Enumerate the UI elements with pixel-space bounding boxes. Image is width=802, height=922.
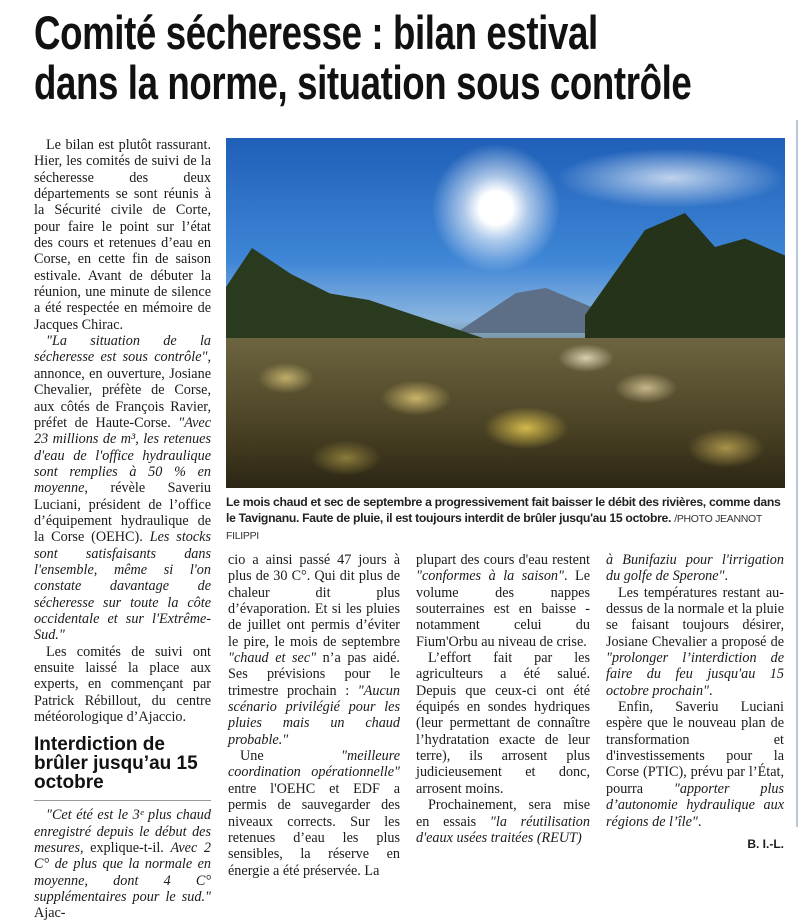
body-text: n’a pas aidé. Ses prévisions pour le trimestre prochain : [228, 650, 400, 699]
body-text: Une [240, 748, 341, 765]
photo-and-columns [226, 138, 792, 879]
body-text: . Le volume des nappes souterraines est en baisse - notamment celui du Fium'Orbu au niveau de crise. [416, 568, 590, 650]
article-column-2 [228, 552, 400, 879]
paragraph [606, 585, 784, 699]
paragraph [606, 699, 784, 830]
body-text: Enfin, Saveriu Luciani espère que le nouveau plan de transformation et d'investissements pour la Corse (PTIC), prévu par l’État, pourra [606, 699, 784, 797]
body-text: Ajac- [34, 905, 66, 922]
body-text: , révèle Saveriu Luciani, président de l’office d’équipement hydraulique de la Corse (OEHC). [34, 480, 211, 546]
article-column-4 [606, 552, 784, 879]
body-text: plupart des cours d'eau restent [416, 552, 590, 568]
body-text: Prochainement, sera mise en essais [416, 797, 590, 830]
quote-text: Avec 2 C° de plus que la normale en moyenne, dont 4 C° supplémentaires pour le sud." [34, 840, 211, 906]
quote-text: "Avec 23 millions de m³, les retenues d'eau de l'office hydraulique sont remplies à 50 % en moyenne [34, 414, 211, 497]
paragraph [34, 333, 211, 644]
page-edge [796, 120, 798, 827]
body-text: Les températures restant au-dessus de la normale et la pluie se faisant toujours désirer, Josiane Chevalier a proposé de [606, 584, 784, 650]
paragraph [416, 552, 590, 650]
paragraph [34, 137, 211, 333]
headline [34, 8, 736, 108]
caption-text: Le mois chaud et sec de septembre a progressivement fait baisser le débit des rivières, comme dans le Tavignanu. Faute de pluie, il est toujours interdit de brûler jusqu'au 15 octobre. [226, 495, 781, 525]
column-1-continued [34, 807, 211, 921]
body-text: . [709, 682, 713, 699]
lower-columns [226, 552, 792, 879]
paragraph [228, 552, 400, 748]
quote-text: "Cet été est le 3ᵉ plus chaud enregistré depuis le début des mesures [34, 807, 211, 857]
body-text: entre l'OEHC et EDF a permis de sauvegarder des niveaux corrects. Sur les retenues d’eau les plus sensibles, la réserve en énergie a été préservée. La [228, 780, 400, 879]
photo-caption [226, 494, 792, 544]
headline-line-1: Comité sécheresse : bilan estival [34, 6, 598, 59]
quote-text: à Bunifaziu pour l'irrigation du golfe de Sperone" [606, 552, 784, 585]
quote-text: "meilleure coordination opérationnelle" [228, 748, 400, 781]
quote-text: "La situation de la sécheresse est sous contrôle" [34, 333, 211, 366]
paragraph [34, 807, 211, 921]
quote-text: Les stocks sont satisfaisants dans l'ensemble, même si l'on constate davantage de sécheresse sur toute la côte occidentale et sur l'Extrême-Sud." [34, 529, 211, 644]
article-photo [226, 138, 785, 488]
body-text: . [697, 813, 702, 830]
headline-line-2: dans la norme, situation sous contrôle [34, 56, 692, 109]
subheading: Interdiction de brûler jusqu’au 15 octobre [34, 735, 211, 801]
article-column-1 [34, 137, 211, 922]
paragraph [416, 797, 590, 846]
quote-text: "prolonger l’interdiction de faire du feu jusqu'au 15 octobre prochain" [606, 650, 784, 699]
column-1-body [34, 137, 211, 725]
paragraph [606, 552, 784, 585]
body-text: L’effort fait par les agriculteurs a été salué. Depuis que ceux-ci ont été équipés en sondes hydriques (leur permettant de connaître l’hydratation exacte de leur terre), ils arrosent plus judicieusement et donc, arrosent moins. [416, 650, 590, 797]
quote-text: "Aucun scénario privilégié pour les pluies mais un chaud probable." [228, 682, 400, 748]
mountain [456, 283, 606, 333]
body-text: cio a ainsi passé 47 jours à plus de 30 C°. Qui dit plus de chaleur dit plus d’évaporation. Et si les pluies de juillet ont permis d’éviter le pire, le mois de septembre [228, 552, 400, 650]
body-text: Les comités de suivi ont ensuite laissé la place aux experts, en commençant par Patrick Rébillout, du centre météorologique d’Ajaccio. [34, 643, 211, 726]
body-text: , explique-t-il. [79, 840, 171, 857]
body-text: . [724, 568, 729, 585]
quote-text: "conformes à la saison" [416, 568, 564, 585]
article-column-3 [416, 552, 590, 879]
body-text: , annonce, en ouverture, Josiane Chevalier, préfète de Corse, aux côtés de François Ravier, préfet de Haute-Corse. [34, 349, 211, 431]
quote-text: "apporter plus d’autonomie hydraulique aux régions de l’île" [606, 780, 785, 830]
author-signature: B. I.-L. [747, 836, 784, 851]
column-4-body [606, 552, 784, 830]
riverbed-rocks [226, 338, 785, 488]
paragraph [416, 650, 590, 797]
quote-text: "chaud et sec" [228, 650, 317, 667]
sun [431, 143, 561, 273]
body-text: Le bilan est plutôt rassurant. Hier, les comités de suivi de la sécheresse des deux départements se sont réunis à la Sécurité civile de Corte, pour faire le point sur l’état des cours et retenues d’eau en Corse, en cette fin de saison estivale. Avant de débuter la réunion, une minute de silence a été respectée en mémoire de Jacques Chirac. [34, 137, 211, 333]
paragraph [228, 748, 400, 879]
cloud [556, 148, 785, 208]
paragraph [34, 644, 211, 726]
photo-credit: /PHOTO JEANNOT FILIPPI [226, 513, 762, 542]
quote-text: "la réutilisation d'eaux usées traitées (REUT) [416, 813, 590, 846]
